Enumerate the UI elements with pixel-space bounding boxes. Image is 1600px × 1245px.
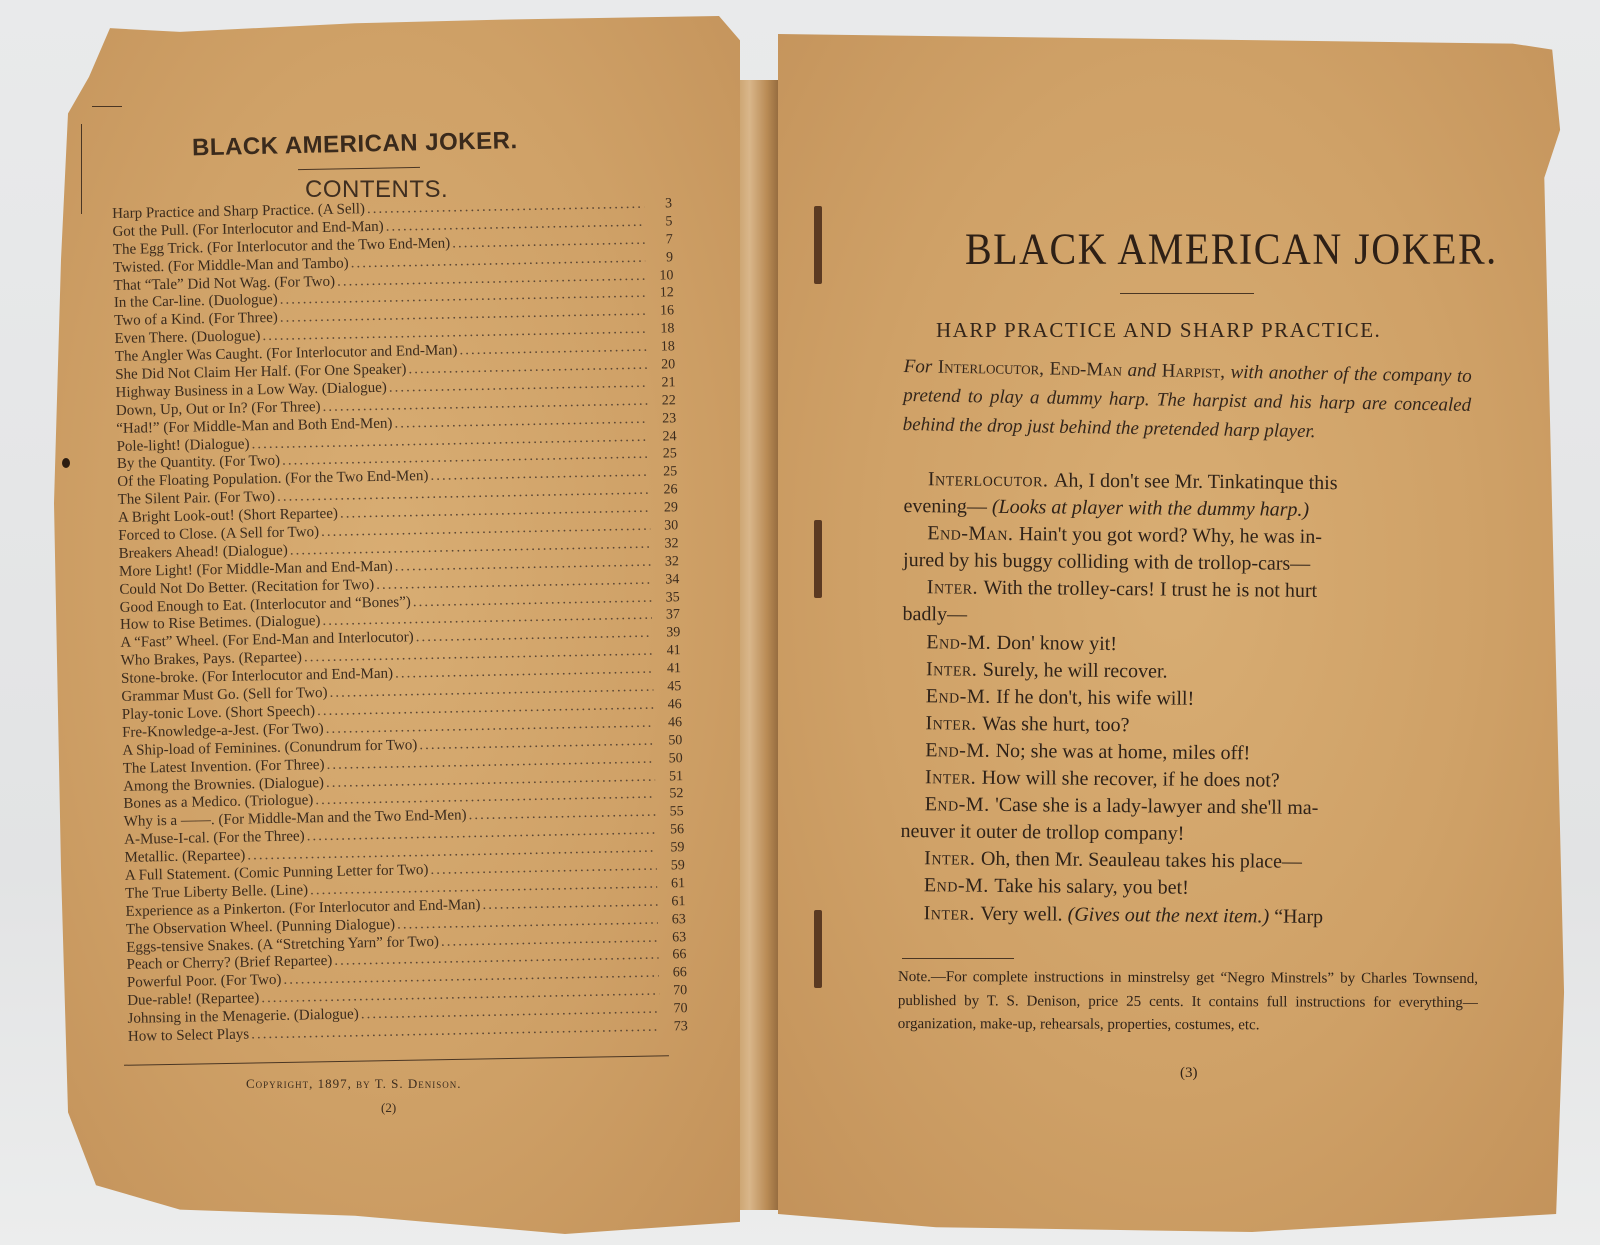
note-rule xyxy=(902,958,1014,959)
toc-entry-page: 3 xyxy=(664,196,673,212)
dialogue-text: “Harp xyxy=(1269,905,1324,928)
toc-entry-title: Experience as a Pinkerton. (For Interlocutor and End-Man) xyxy=(125,896,481,920)
dialogue-text: 'Case she is a lady-lawyer and she'll ma- xyxy=(995,794,1319,820)
toc-entry-page: 39 xyxy=(666,625,681,641)
toc-entry-page: 7 xyxy=(665,232,673,248)
intro-text: with another of the company to pretend to play a dummy harp. The harpist and his harp are concealed behind the drop just behind the pretended harp player. xyxy=(902,361,1472,443)
dialogue-text: How will she recover, if he does not? xyxy=(981,766,1280,792)
speaker-name: End-M. xyxy=(925,739,996,762)
toc-entry-title: Who Brakes, Pays. (Repartee) xyxy=(120,649,303,670)
contents-heading: CONTENTS. xyxy=(305,176,449,203)
speaker-name: End-M. xyxy=(924,793,996,817)
toc-entry-title: Breakers Ahead! (Dialogue) xyxy=(118,542,288,562)
dialogue-text: No; she was at home, miles off! xyxy=(995,739,1251,765)
dialogue-text: Hain't you got word? Why, he was in- xyxy=(1018,523,1323,549)
intro-role: End-Man xyxy=(1049,358,1123,381)
binding-stitch xyxy=(814,206,822,284)
right-page-title: BLACK AMERICAN JOKER. xyxy=(965,223,1498,274)
toc-entry-page: 51 xyxy=(668,768,684,784)
dialogue-text: Oh, then Mr. Seauleau takes his place— xyxy=(980,848,1303,874)
binding-stitch xyxy=(814,520,822,598)
toc-entry-title: Play-tonic Love. (Short Speech) xyxy=(121,703,316,723)
toc-entry-title: Good Enough to Eat. (Interlocutor and “Bones”) xyxy=(119,593,411,616)
toc-entry-page: 73 xyxy=(673,1019,689,1035)
toc-entry-title: Powerful Poor. (For Two) xyxy=(126,972,282,992)
toc-entry-page: 56 xyxy=(669,822,685,838)
toc-entry-title: Metallic. (Repartee) xyxy=(124,847,246,866)
toc-entry-title: Eggs-tensive Snakes. (A “Stretching Yarn” for Two) xyxy=(126,933,440,956)
toc-entry-page: 5 xyxy=(665,214,673,230)
toc-entry-title: A Ship-load of Feminines. (Conundrum for Two) xyxy=(122,736,418,759)
toc-entry-title: A “Fast” Wheel. (For End-Man and Interlocutor) xyxy=(120,629,414,652)
stage-direction: (Gives out the next item.) xyxy=(1067,903,1270,928)
dialogue-text: Take his salary, you bet! xyxy=(994,875,1189,900)
toc-entry-title: Fre-Knowledge-a-Jest. (For Two) xyxy=(121,720,324,741)
toc-entry-page: 37 xyxy=(665,607,681,623)
toc-entry-title: The Latest Invention. (For Three) xyxy=(122,756,325,777)
toc-entry-page: 10 xyxy=(659,267,674,284)
copyright-line: Copyright, 1897, by T. S. Denison. xyxy=(246,1076,462,1091)
toc-entry-title: Stone-broke. (For Interlocutor and End-Man) xyxy=(120,665,394,688)
speaker-name: Inter. xyxy=(925,657,983,681)
speaker-name: Interlocutor. xyxy=(927,468,1055,492)
toc-entry-title: A-Muse-I-cal. (For the Three) xyxy=(124,828,305,849)
toc-entry-title: Even There. (Duologue) xyxy=(114,328,261,348)
toc-entry-page: 66 xyxy=(672,947,687,963)
toc-entry-page: 29 xyxy=(663,500,679,516)
toc-entry-title: Highway Business in a Low Way. (Dialogue) xyxy=(115,379,387,401)
toc-entry-title: Grammar Must Go. (Sell for Two) xyxy=(121,685,328,705)
toc-entry-page: 70 xyxy=(673,983,688,999)
intro-role: Interlocutor, xyxy=(937,356,1045,380)
toc-entry-page: 52 xyxy=(669,786,684,802)
dialogue-text: Don' know yit! xyxy=(996,631,1118,655)
toc-entry-page: 32 xyxy=(664,553,680,570)
speaker-name: End-M. xyxy=(925,684,997,708)
toc-entry-title: Peach or Cherry? (Brief Repartee) xyxy=(126,953,333,974)
dialogue-text: Ah, I don't see Mr. Tinkatinque this xyxy=(1053,469,1338,495)
speaker-name: Inter. xyxy=(924,847,982,871)
toc-entry-title: In the Car-line. (Duologue) xyxy=(113,292,278,312)
toc-entry-page: 25 xyxy=(662,446,678,462)
toc-entry-page: 16 xyxy=(659,303,675,319)
toc-entry-page: 41 xyxy=(666,643,681,659)
toc-entry-page: 22 xyxy=(661,393,676,409)
dialogue-block xyxy=(900,466,1470,932)
toc-entry-page: 35 xyxy=(665,589,680,606)
toc-entry-page: 26 xyxy=(663,482,678,498)
toc-entry-page: 20 xyxy=(661,357,676,373)
toc-entry-page: 41 xyxy=(666,661,682,677)
toc-entry-page: 50 xyxy=(668,732,683,749)
toc-entry-page: 59 xyxy=(670,840,685,856)
table-of-contents xyxy=(112,195,688,1046)
toc-entry-title: Why is a ——. (For Middle-Man and the Two End-Men) xyxy=(123,807,467,831)
toc-entry-title: The Observation Wheel. (Punning Dialogue) xyxy=(125,916,396,938)
toc-entry-title: Could Not Do Better. (Recitation for Two) xyxy=(119,576,375,598)
toc-entry-page: 70 xyxy=(673,1001,688,1017)
toc-entry-title: Due-rable! (Repartee) xyxy=(127,990,260,1010)
toc-entry-page: 9 xyxy=(665,249,674,266)
ink-smudge xyxy=(62,458,70,468)
dialogue-text: Was she hurt, too? xyxy=(982,712,1130,737)
dialogue-text: jured by his buggy colliding with de trollop-cars— xyxy=(902,549,1311,576)
binding-stitch xyxy=(814,910,822,988)
dialogue-text: Very well. xyxy=(980,902,1068,926)
toc-entry-title: More Light! (For Middle-Man and End-Man) xyxy=(118,558,393,580)
dialogue-line xyxy=(900,899,1466,932)
speaker-name: Inter. xyxy=(925,712,983,735)
toc-entry-page: 23 xyxy=(662,410,677,427)
intro-role: Harpist, xyxy=(1161,360,1226,383)
speaker-name: End-Man. xyxy=(927,522,1020,546)
toc-entry-title: That “Tale” Did Not Wag. (For Two) xyxy=(113,273,336,294)
toc-entry-title: Harp Practice and Sharp Practice. (A Sell) xyxy=(112,201,366,222)
toc-entry-title: The Egg Trick. (For Interlocutor and the Two End-Men) xyxy=(112,235,451,258)
toc-entry-page: 46 xyxy=(667,714,683,731)
toc-entry-title: Forced to Close. (A Sell for Two) xyxy=(118,524,320,544)
toc-entry-page: 61 xyxy=(670,875,686,892)
toc-entry-page: 50 xyxy=(668,750,683,767)
speaker-name: Inter. xyxy=(924,766,982,789)
toc-entry-page: 25 xyxy=(663,464,678,480)
toc-entry-page: 46 xyxy=(667,697,682,713)
toc-entry-title: Johnsing in the Menagerie. (Dialogue) xyxy=(127,1006,359,1027)
toc-entry-title: Among the Brownies. (Dialogue) xyxy=(122,774,325,795)
left-page-title: BLACK AMERICAN JOKER. xyxy=(191,127,518,162)
toc-entry-page: 59 xyxy=(670,858,685,874)
dialogue-text: Surely, he will recover. xyxy=(982,658,1168,683)
toc-entry-title: “Had!” (For Middle-Man and Both End-Men) xyxy=(116,415,393,437)
right-page-number: (3) xyxy=(1180,1065,1198,1081)
toc-entry-title: Got the Pull. (For Interlocutor and End-Man) xyxy=(112,218,384,240)
toc-entry-title: How to Select Plays xyxy=(127,1026,250,1045)
toc-entry-title: Pole-light! (Dialogue) xyxy=(116,435,250,455)
dialogue-text: If he don't, his wife will! xyxy=(996,685,1195,710)
stage-direction-intro xyxy=(902,352,1471,449)
page-border-line xyxy=(81,124,82,214)
toc-entry-title: How to Rise Betimes. (Dialogue) xyxy=(119,613,321,634)
dialogue-text: badly— xyxy=(902,603,968,627)
toc-entry-page: 63 xyxy=(671,911,686,928)
stage-direction: (Looks at player with the dummy harp.) xyxy=(991,495,1310,521)
intro-for: For xyxy=(903,355,933,378)
toc-entry-page: 63 xyxy=(672,929,687,945)
toc-entry-title: The True Liberty Belle. (Line) xyxy=(125,882,309,902)
toc-entry-title: Two of a Kind. (For Three) xyxy=(114,310,278,330)
speaker-name: Inter. xyxy=(923,901,981,925)
dialogue-text: With the trolley-cars! I trust he is not hurt xyxy=(983,577,1318,603)
toc-entry-page: 34 xyxy=(665,571,680,588)
speaker-name: End-M. xyxy=(923,874,995,898)
speaker-name: Inter. xyxy=(926,576,984,600)
toc-entry-title: Of the Floating Population. (For the Two End-Men) xyxy=(117,468,429,491)
toc-entry-page: 18 xyxy=(660,339,675,355)
toc-entry-page: 61 xyxy=(671,893,686,910)
toc-entry-title: Twisted. (For Middle-Man and Tambo) xyxy=(113,255,349,276)
speaker-name: End-M. xyxy=(926,630,997,654)
toc-entry-page: 12 xyxy=(659,285,674,301)
toc-entry-page: 55 xyxy=(669,804,684,820)
toc-entry-page: 21 xyxy=(661,375,676,391)
toc-entry-title: She Did Not Claim Her Half. (For One Speaker) xyxy=(115,361,407,383)
left-page-number: (2) xyxy=(381,1100,397,1115)
toc-entry-page: 66 xyxy=(672,965,687,981)
piece-heading: HARP PRACTICE AND SHARP PRACTICE. xyxy=(936,318,1382,342)
toc-entry-page: 24 xyxy=(662,428,677,445)
toc-entry-title: The Angler Was Caught. (For Interlocutor and End-Man) xyxy=(114,342,458,366)
page-border-line xyxy=(92,106,122,107)
dialogue-text: evening— xyxy=(903,495,993,518)
intro-and: and xyxy=(1127,359,1157,382)
toc-entry-page: 32 xyxy=(664,536,679,552)
footnote: Note.—For complete instructions in minstrelsy get “Negro Minstrels” by Charles Townsend, published by T. S. Denison, price 25 cents. It contains full instructions for everything—organization, make-up, rehearsals, properties, costumes, etc. xyxy=(897,969,1478,1034)
dialogue-text: neuver it outer de trollop company! xyxy=(900,820,1185,845)
toc-entry-title: The Silent Pair. (For Two) xyxy=(117,489,276,509)
toc-entry-page: 30 xyxy=(664,518,679,534)
toc-entry-page: 45 xyxy=(667,679,682,695)
toc-entry-title: A Bright Look-out! (Short Repartee) xyxy=(117,505,339,527)
toc-entry-title: A Full Statement. (Comic Punning Letter for Two) xyxy=(124,862,429,884)
toc-entry-title: By the Quantity. (For Two) xyxy=(116,453,281,473)
toc-entry-title: Bones as a Medico. (Triologue) xyxy=(123,792,314,813)
toc-entry-page: 18 xyxy=(660,321,675,337)
title-rule xyxy=(1120,293,1254,294)
toc-entry-title: Down, Up, Out or In? (For Three) xyxy=(115,398,321,419)
